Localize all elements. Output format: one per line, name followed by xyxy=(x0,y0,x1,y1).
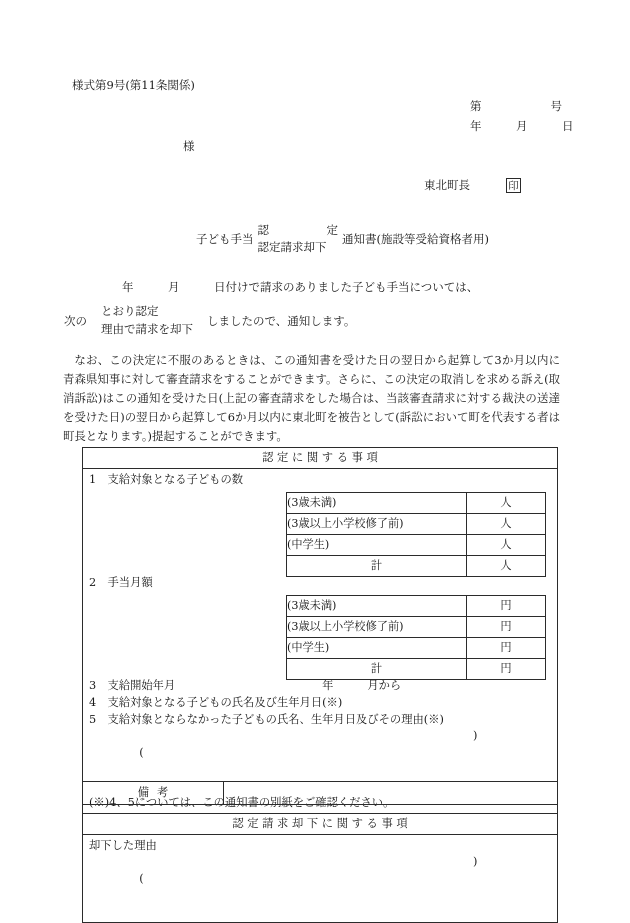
table-row xyxy=(287,514,546,535)
amount-total-label: 計 xyxy=(287,659,467,680)
amount-row-juniorhigh-unit: 円 xyxy=(467,638,546,659)
certification-table xyxy=(82,447,558,923)
table-row xyxy=(287,535,546,556)
table-row xyxy=(287,638,546,659)
statement-date-line: 年 月 日付けで請求のありました子ども手当については、 xyxy=(122,280,479,294)
table-row xyxy=(287,659,546,680)
item1-cell xyxy=(83,469,558,814)
monthly-amount-table xyxy=(286,595,546,680)
item3-label: 3 支給開始年月 年 月から xyxy=(89,679,402,692)
item1-label: 1 支給対象となる子どもの数 xyxy=(89,473,244,486)
statement-result-line xyxy=(64,303,355,339)
item2-label: 2 手当月額 xyxy=(89,576,153,589)
statement-option-stack xyxy=(101,303,193,339)
issuer-block xyxy=(424,178,521,193)
title-option-certification: 認 定 xyxy=(257,223,338,237)
table-row xyxy=(83,835,558,923)
amount-row-under3-label: (3歳未満) xyxy=(287,596,467,617)
count-row-elementary-unit: 人 xyxy=(467,514,546,535)
statement-suffix: しましたので、通知します。 xyxy=(207,314,356,329)
count-total-label: 計 xyxy=(287,556,467,577)
rejection-reason-block xyxy=(83,835,557,922)
form-number: 様式第9号(第11条関係) xyxy=(72,78,195,92)
item5-paren-close: ) xyxy=(473,729,478,743)
document-date-field: 年 月 日 xyxy=(470,119,574,133)
table-row xyxy=(287,493,546,514)
count-row-juniorhigh-label: (中学生) xyxy=(287,535,467,556)
title-lead-text: 子ども手当 xyxy=(196,231,254,246)
table-row xyxy=(83,782,558,805)
item2-block xyxy=(83,572,557,675)
seal-stamp-box: 印 xyxy=(506,178,521,193)
amount-row-elementary-unit: 円 xyxy=(467,617,546,638)
remarks-value xyxy=(224,782,558,805)
table-row xyxy=(83,448,558,469)
issuer-name: 東北町長 xyxy=(424,177,470,192)
statement-option-certified: とおり認定 xyxy=(101,304,159,318)
rejection-section-header: 認定請求却下に関する事項 xyxy=(83,814,558,835)
table-row xyxy=(287,617,546,638)
count-total-unit: 人 xyxy=(467,556,546,577)
rejection-reason-label: 却下した理由 xyxy=(89,839,157,853)
rejection-reason-entry-area xyxy=(89,854,557,920)
title-tail-text: 通知書(施設等受給資格者用) xyxy=(342,231,489,246)
document-title xyxy=(196,222,489,255)
item4-label: 4 支給対象となる子どもの氏名及び生年月日(※) xyxy=(89,696,343,710)
statement-option-rejected: 理由で請求を却下 xyxy=(101,321,193,336)
addressee-field: 様 xyxy=(183,139,195,153)
appeal-notice-text: なお、この決定に不服のあるときは、この通知書を受けた日の翌日から起算して3か月以内に青森県知事に対して審査請求をすることができます。さらに、この決定の取消しを求める訴え(取消訴訟)はこの通知を受けた日(上記の審査請求をした場合は、当該審査請求に対する裁決の送達を受けた日)の翌日から起算して6か月以内に東北町を被告として(訴訟において町を代表する者は町長となります。)提起することができます。 xyxy=(63,353,560,443)
title-option-rejection: 認定請求却下 xyxy=(257,239,327,254)
table-row xyxy=(83,814,558,835)
count-row-under3-label: (3歳未満) xyxy=(287,493,467,514)
table-row xyxy=(287,596,546,617)
remarks-label: 備考 xyxy=(83,782,224,805)
count-row-elementary-label: (3歳以上小学校修了前) xyxy=(287,514,467,535)
certification-section-header: 認定に関する事項 xyxy=(83,448,558,469)
item5-paren-open: ( xyxy=(139,745,144,759)
count-row-juniorhigh-unit: 人 xyxy=(467,535,546,556)
item1-block xyxy=(83,469,557,572)
rejection-reason-cell xyxy=(83,835,558,923)
remarks-table xyxy=(82,781,558,805)
amount-row-elementary-label: (3歳以上小学校修了前) xyxy=(287,617,467,638)
rejection-paren-close: ) xyxy=(473,855,478,869)
item5-label: 5 支給対象とならなかった子どもの氏名、生年月日及びその理由(※) xyxy=(89,713,444,727)
table-row xyxy=(83,469,558,814)
certification-footnote: (※)4、5については、この通知書の別紙をご確認ください。 xyxy=(89,795,395,809)
children-count-table xyxy=(286,492,546,577)
amount-row-under3-unit: 円 xyxy=(467,596,546,617)
title-option-stack xyxy=(258,222,339,255)
rejection-paren-open: ( xyxy=(139,871,144,885)
document-number-field: 第 号 xyxy=(470,99,562,113)
appeal-notice-paragraph xyxy=(63,351,560,446)
amount-row-juniorhigh-label: (中学生) xyxy=(287,638,467,659)
amount-total-unit: 円 xyxy=(467,659,546,680)
count-row-under3-unit: 人 xyxy=(467,493,546,514)
statement-prefix: 次の xyxy=(64,314,87,329)
